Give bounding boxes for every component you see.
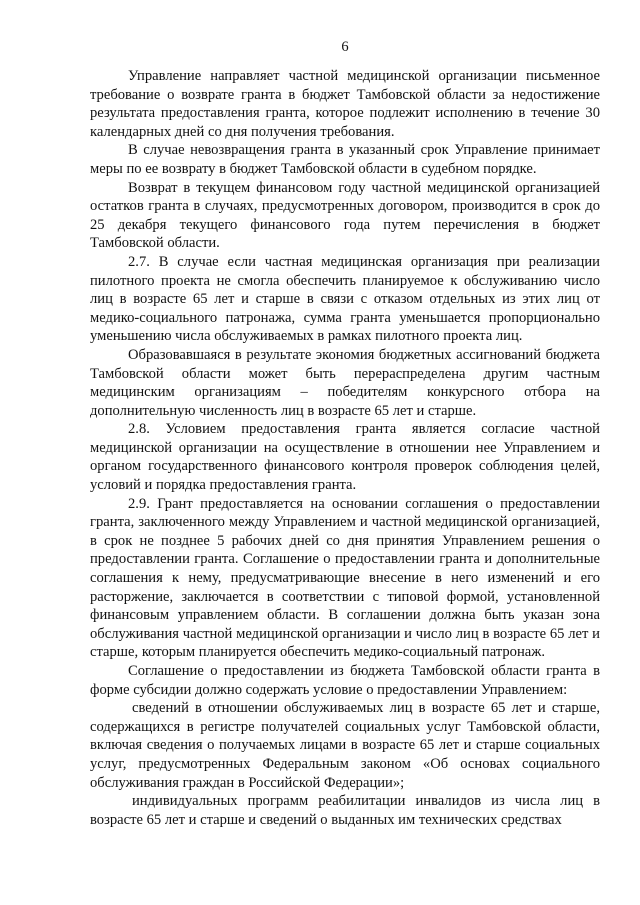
paragraph-2-9: 2.9. Грант предоставляется на основании соглашения о предоставлении гранта, заключенного между Управлением и частной медицинской организацией, в срок не позднее 5 рабочих дней со дня принятия Управлением решения о предоставлении гранта. Соглашение о предоставлении гранта и дополнительные соглашения к нему, предусматривающие внесение в него изменений и его расторжение, заключается в соответствии с типовой формой, установленной финансовым управлением области. В соглашении должна быть указан зона обслуживания частной медицинской организации и число лиц в возрасте 65 лет и старше, которым планируется обеспечить медико-социальный патронаж. bbox=[90, 495, 600, 661]
paragraph-rehabilitation-programs: индивидуальных программ реабилитации инвалидов из числа лиц в возрасте 65 лет и старше и сведений о выданных им технических средствах bbox=[90, 793, 600, 828]
paragraph-served-persons-info: сведений в отношении обслуживаемых лиц в возрасте 65 лет и старше, содержащихся в регистре получателей социальных услуг Тамбовской области, включая сведения о получаемых лицами в возрасте 65 лет и старше социальных услуг, предусмотренных Федеральным законом «Об основах социального обслуживания граждан в Российской Федерации»; bbox=[90, 700, 600, 791]
paragraph-2-7: 2.7. В случае если частная медицинская организация при реализации пилотного проекта не смогла обеспечить планируемое к обслуживанию число лиц в возрасте 65 лет и старше в связи с отказом отдельных из этих лиц от медико-социального патронажа, сумма гранта уменьшается пропорционально уменьшению числа обслуживаемых в рамках пилотного проекта лиц. bbox=[90, 253, 600, 345]
document-body bbox=[90, 67, 600, 829]
paragraph-agreement-conditions: Соглашение о предоставлении из бюджета Тамбовской области гранта в форме субсидии должно содержать условие о предоставлении Управлением: bbox=[90, 663, 600, 698]
paragraph-grant-return-demand: Управление направляет частной медицинской организации письменное требование о возврате гранта в бюджет Тамбовской области за недостижение результата предоставления гранта, которое подлежит исполнению в течение 30 календарных дней со дня получения требования. bbox=[90, 68, 600, 140]
paragraph-remaining-funds-return: Возврат в текущем финансовом году частной медицинской организацией остатков гранта в случаях, предусмотренных договором, производится в срок до 25 декабря текущего финансового года путем перечисления в бюджет Тамбовской области. bbox=[90, 179, 600, 252]
paragraph-2-8: 2.8. Условием предоставления гранта является согласие частной медицинской организации на осуществление в отношении нее Управлением и органом государственного финансового контроля проверок соблюдения целей, условий и порядка предоставления гранта. bbox=[90, 421, 600, 494]
paragraph-budget-savings: Образовавшаяся в результате экономия бюджетных ассигнований бюджета Тамбовской области может быть перераспределена другим частным медицинским организациям – победителям конкурсного отбора на дополнительную численность лиц в возрасте 65 лет и старше. bbox=[90, 346, 600, 419]
page-number: 6 bbox=[341, 39, 349, 55]
paragraph-court-recovery: В случае невозвращения гранта в указанный срок Управление принимает меры по ее возврату в бюджет Тамбовской области в судебном порядке. bbox=[90, 142, 600, 177]
document-page bbox=[90, 0, 600, 905]
